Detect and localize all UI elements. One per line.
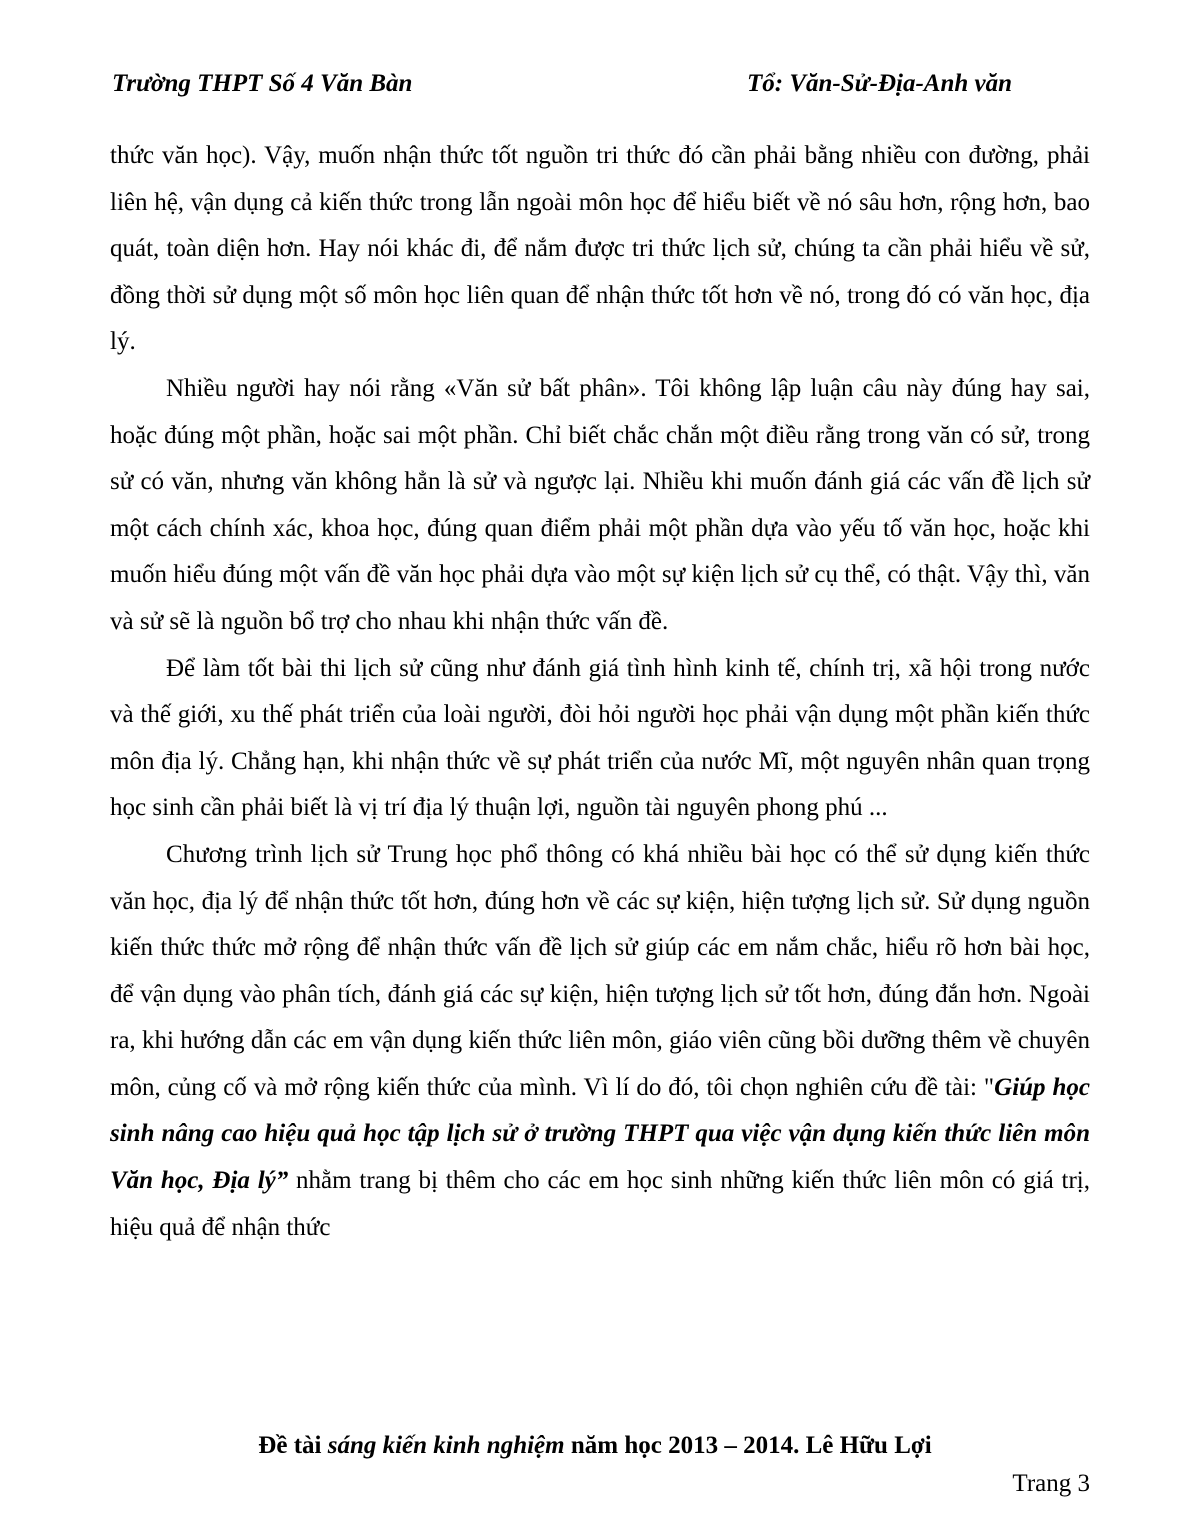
document-body bbox=[110, 133, 1090, 1251]
paragraph-4-start: Chương trình lịch sử Trung học phổ thông có khá nhiều bài học có thể sử dụng kiến thức văn học, địa lý để nhận thức tốt hơn, đúng hơn về các sự kiện, hiện tượng lịch sử. Sử dụng nguồn kiến thức thức mở rộng để nhận thức vấn đề lịch sử giúp các em nắm chắc, hiểu rõ hơn bài học, để vận dụng vào phân tích, đánh giá các sự kiện, hiện tượng lịch sử tốt hơn, đúng đắn hơn. Ngoài ra, khi hướng dẫn các em vận dụng kiến thức liên môn, giáo viên cũng bồi dưỡng thêm về chuyên môn, củng cố và mở rộng kiến thức của mình. Vì lí do đó, tôi chọn nghiên cứu đề tài: " bbox=[110, 840, 1090, 1101]
page-number: Trang 3 bbox=[1012, 1470, 1090, 1497]
paragraph-3: Để làm tốt bài thi lịch sử cũng như đánh giá tình hình kinh tế, chính trị, xã hội trong nước và thế giới, xu thế phát triển của loài người, đòi hỏi người học phải vận dụng một phần kiến thức môn địa lý. Chẳng hạn, khi nhận thức về sự phát triển của nước Mĩ, một nguyên nhân quan trọng học sinh cần phải biết là vị trí địa lý thuận lợi, nguồn tài nguyên phong phú ... bbox=[110, 654, 1090, 822]
paragraph-4-end: nhằm trang bị thêm cho các em học sinh những kiến thức liên môn có giá trị, hiệu quả để nhận thức bbox=[110, 1167, 1090, 1241]
paragraph-2: Nhiều người hay nói rằng «Văn sử bất phân». Tôi không lập luận câu này đúng hay sai, hoặc đúng một phần, hoặc sai một phần. Chỉ biết chắc chắn một điều rằng trong văn có sử, trong sử có văn, nhưng văn không hẳn là sử và ngược lại. Nhiều khi muốn đánh giá các vấn đề lịch sử một cách chính xác, khoa học, đúng quan điểm phải một phần dựa vào yếu tố văn học, hoặc khi muốn hiểu đúng một vấn đề văn học phải dựa vào một sự kiện lịch sử cụ thể, có thật. Vậy thì, văn và sử sẽ là nguồn bổ trợ cho nhau khi nhận thức vấn đề. bbox=[110, 374, 1090, 635]
footer-prefix: Đề tài bbox=[258, 1432, 328, 1459]
footer-italic: sáng kiến kinh nghiệm bbox=[327, 1432, 565, 1459]
footer-suffix: năm học 2013 – 2014. Lê Hữu Lợi bbox=[564, 1432, 932, 1459]
page-header bbox=[112, 70, 1012, 110]
paragraph-4 bbox=[110, 832, 1090, 1251]
school-name: Trường THPT Số 4 Văn Bàn bbox=[112, 70, 413, 97]
paragraph-1: thức văn học). Vậy, muốn nhận thức tốt nguồn tri thức đó cần phải bằng nhiều con đường, phải liên hệ, vận dụng cả kiến thức trong lẫn ngoài môn học để hiểu biết về nó sâu hơn, rộng hơn, bao quát, toàn diện hơn. Hay nói khác đi, để nắm được tri thức lịch sử, chúng ta cần phải hiểu về sử, đồng thời sử dụng một số môn học liên quan để nhận thức tốt hơn về nó, trong đó có văn học, địa lý. bbox=[110, 142, 1090, 356]
topic-title: Giúp học sinh nâng cao hiệu quả học tập lịch sử ở trường THPT qua việc vận dụng kiến thức liên môn Văn học, Địa lý” bbox=[110, 1073, 1090, 1195]
page-footer bbox=[0, 1432, 1190, 1460]
department-name: Tổ: Văn-Sử-Địa-Anh văn bbox=[746, 70, 1012, 97]
